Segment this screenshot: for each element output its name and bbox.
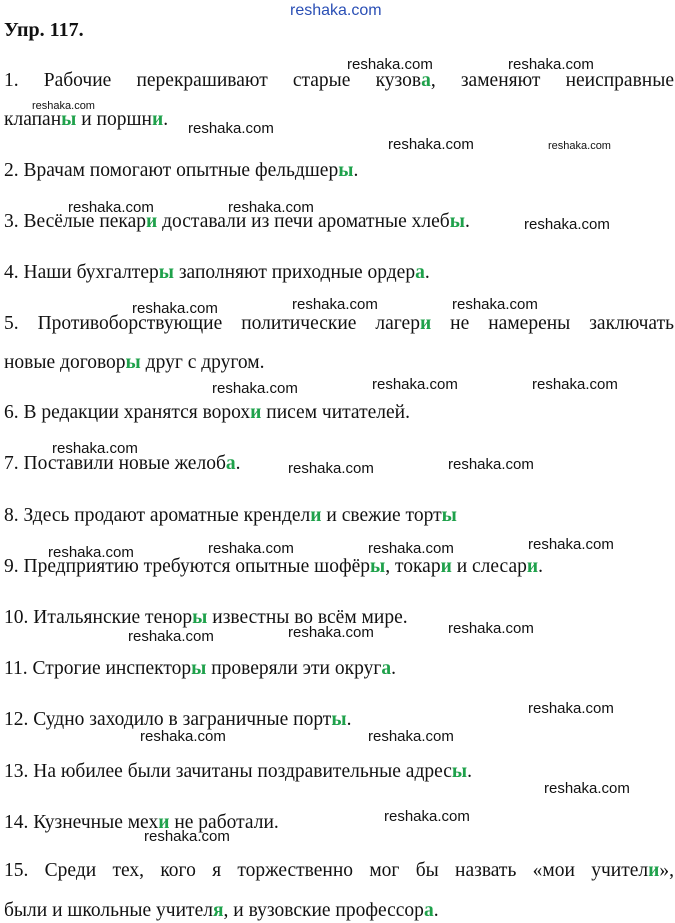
text-line <box>4 263 674 283</box>
text-segment: 13. На юбилее были зачитаны поздравительные адрес <box>4 761 452 782</box>
text-segment: писем читателей. <box>261 402 410 423</box>
highlighted-ending: а <box>421 70 431 91</box>
text-segment: », <box>659 860 674 881</box>
text-line <box>4 901 674 921</box>
text-segment: 4. Наши бухгалтер <box>4 262 159 283</box>
text-segment: были и школьные учител <box>4 900 213 921</box>
text-line <box>4 110 674 130</box>
text-segment: 1. Рабочие перекрашивают старые кузов <box>4 70 422 91</box>
watermark: reshaka.com <box>368 540 454 557</box>
watermark: reshaka.com <box>448 620 534 637</box>
watermark: reshaka.com <box>132 300 218 317</box>
watermark: reshaka.com <box>544 780 630 797</box>
watermark: reshaka.com <box>128 628 214 645</box>
text-line <box>4 314 674 334</box>
highlighted-ending: и <box>440 556 452 577</box>
highlighted-ending: и <box>158 812 170 833</box>
text-line <box>4 762 674 782</box>
text-segment: . <box>353 160 359 181</box>
text-segment: . <box>467 761 473 782</box>
watermark: reshaka.com <box>288 624 374 641</box>
watermark: reshaka.com <box>188 120 274 137</box>
watermark: reshaka.com <box>208 540 294 557</box>
highlighted-ending: ы <box>441 505 457 526</box>
highlighted-ending: и <box>648 860 660 881</box>
text-segment: клапан <box>4 109 62 130</box>
text-line <box>4 506 674 526</box>
highlighted-ending: а <box>381 658 392 679</box>
watermark: reshaka.com <box>548 140 611 152</box>
watermark: reshaka.com <box>212 380 298 397</box>
text-segment: новые договор <box>4 352 126 373</box>
text-line <box>4 71 674 91</box>
highlighted-ending: ы <box>61 109 77 130</box>
text-segment: не намерены заключать <box>431 313 674 334</box>
text-segment: заполняют приходные ордер <box>173 262 416 283</box>
highlighted-ending: и <box>151 109 164 130</box>
text-line <box>4 353 674 373</box>
highlighted-ending: и <box>526 556 539 577</box>
text-segment: , и вузовские профессор <box>223 900 424 921</box>
text-segment: . <box>538 556 543 577</box>
highlighted-ending: а <box>415 262 425 283</box>
highlighted-ending: ы <box>449 211 465 232</box>
watermark: reshaka.com <box>140 728 226 745</box>
watermark: reshaka.com <box>448 456 534 473</box>
watermark: reshaka.com <box>144 828 230 845</box>
highlighted-ending: и <box>250 402 262 423</box>
text-segment: , заменяют неисправные <box>430 70 674 91</box>
highlighted-ending: и <box>146 211 158 232</box>
watermark: reshaka.com <box>524 216 610 233</box>
text-segment: . <box>346 709 352 730</box>
watermark: reshaka.com <box>508 56 594 73</box>
text-segment: 14. Кузнечные мех <box>4 812 159 833</box>
text-segment: . <box>424 262 430 283</box>
text-segment: 5. Противоборствующие политические лагер <box>4 313 420 334</box>
text-segment: 12. Судно заходило в заграничные порт <box>4 709 332 730</box>
text-segment: , токар <box>385 556 441 577</box>
text-segment: друг с другом. <box>140 352 265 373</box>
highlighted-ending: ы <box>192 607 208 628</box>
watermark: reshaka.com <box>292 296 378 313</box>
watermark: reshaka.com <box>372 376 458 393</box>
exercise-title: Упр. 117. <box>4 19 84 41</box>
watermark: reshaka.com <box>452 296 538 313</box>
text-segment: доставали из печи ароматные хлеб <box>157 211 450 232</box>
text-segment: 6. В редакции хранятся ворох <box>4 402 251 423</box>
watermark: reshaka.com <box>347 56 433 73</box>
text-line <box>4 813 674 833</box>
text-segment: и поршн <box>76 109 152 130</box>
watermark: reshaka.com <box>68 199 154 216</box>
watermark: reshaka.com <box>528 536 614 553</box>
watermark: reshaka.com <box>368 728 454 745</box>
highlighted-ending: ы <box>338 160 354 181</box>
highlighted-ending: ы <box>158 262 174 283</box>
text-segment: 10. Итальянские тенор <box>4 607 193 628</box>
highlighted-ending: я <box>212 900 224 921</box>
text-segment: известны во всём мире. <box>207 607 408 628</box>
text-segment: 11. Строгие инспектор <box>4 658 192 679</box>
text-line <box>4 659 674 679</box>
text-segment: и слесар <box>451 556 527 577</box>
text-line <box>4 403 674 423</box>
highlighted-ending: ы <box>451 761 468 782</box>
text-segment: 2. Врачам помогают опытные фельдшер <box>4 160 339 181</box>
highlighted-ending: ы <box>370 556 386 577</box>
watermark: reshaka.com <box>288 460 374 477</box>
text-segment: 3. Весёлые пекар <box>4 211 146 232</box>
watermark: reshaka.com <box>52 440 138 457</box>
text-segment: 9. Предприятию требуются опытные шофёр <box>4 556 370 577</box>
watermark: reshaka.com <box>228 199 314 216</box>
highlighted-ending: а <box>423 900 434 921</box>
text-segment: . <box>433 900 439 921</box>
text-segment: . <box>464 211 470 232</box>
text-segment: проверяли эти округ <box>206 658 382 679</box>
text-segment: . <box>391 658 396 679</box>
text-segment: . <box>235 453 241 474</box>
watermark: reshaka.com <box>384 808 470 825</box>
text-segment: 15. Среди тех, кого я торжественно мог бы назвать «мои учител <box>4 860 649 881</box>
text-segment: и свежие торт <box>321 505 442 526</box>
watermark: reshaka.com <box>32 100 95 112</box>
text-segment: 8. Здесь продают ароматные крендел <box>4 505 311 526</box>
highlighted-ending: ы <box>191 658 207 679</box>
highlighted-ending: и <box>310 505 322 526</box>
highlighted-ending: ы <box>125 352 141 373</box>
highlighted-ending: и <box>419 313 432 334</box>
text-segment: не работали. <box>169 812 279 833</box>
highlighted-ending: ы <box>331 709 347 730</box>
watermark: reshaka.com <box>388 136 474 153</box>
text-line <box>4 161 674 181</box>
text-segment: . <box>163 109 169 130</box>
text-segment: 7. Поставили новые желоб <box>4 453 226 474</box>
watermark: reshaka.com <box>532 376 618 393</box>
watermark: reshaka.com <box>528 700 614 717</box>
watermark: reshaka.com <box>48 544 134 561</box>
top-watermark: reshaka.com <box>290 2 382 19</box>
text-line <box>4 861 674 881</box>
highlighted-ending: а <box>225 453 236 474</box>
